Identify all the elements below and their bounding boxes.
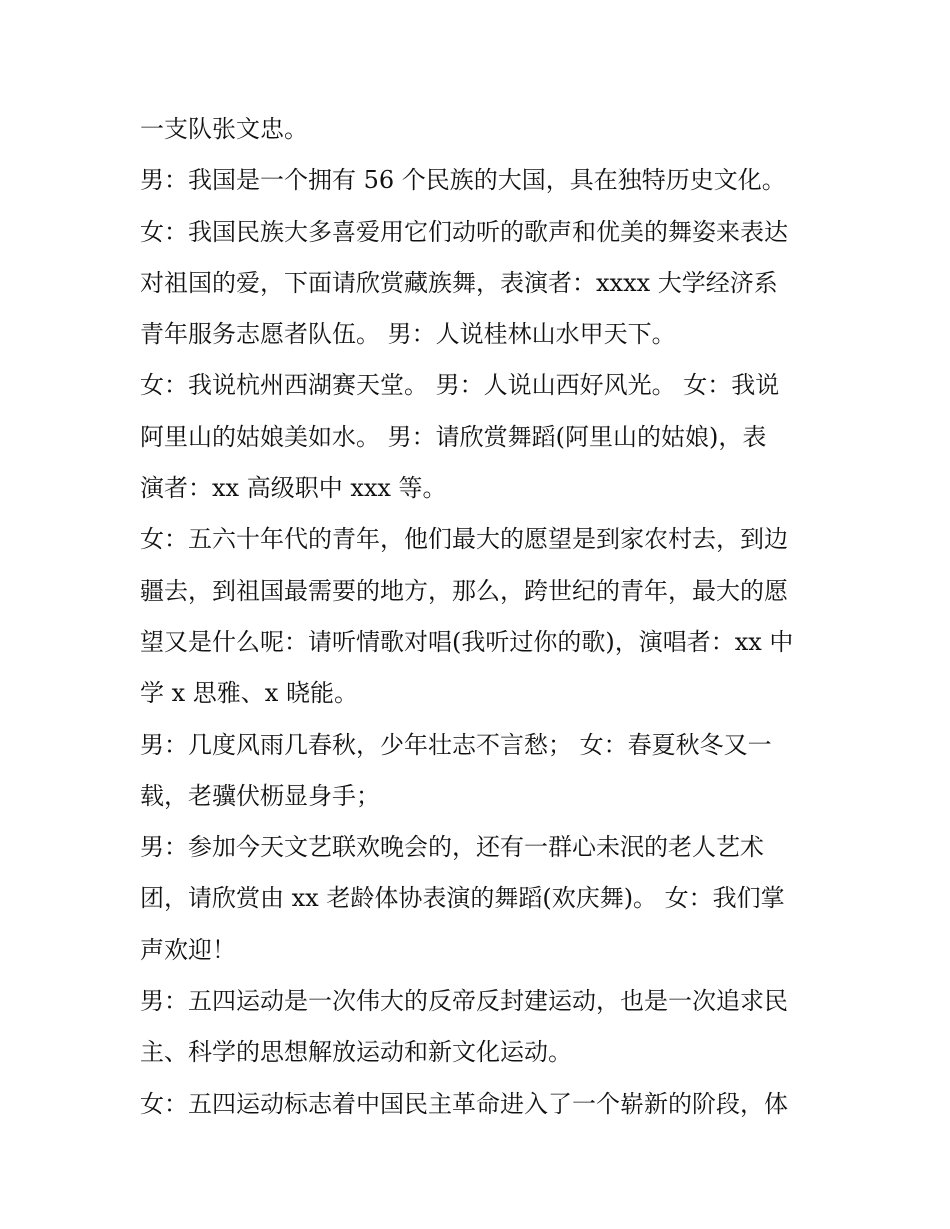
text-line: 阿里山的姑娘美如水。 男：请欣赏舞蹈(阿里山的姑娘)，表	[140, 422, 767, 451]
text-line: 男：五四运动是一次伟大的反帝反封建运动，也是一次追求民	[140, 987, 788, 1016]
text-line: 载，老骥伏枥显身手；	[140, 781, 380, 810]
text-line: 青年服务志愿者队伍。 男：人说桂林山水甲天下。	[140, 320, 676, 349]
text-line: 声欢迎！	[140, 935, 236, 964]
text-line: 望又是什么呢：请听情歌对唱(我听过你的歌)，演唱者：xx 中	[140, 627, 794, 656]
document-body	[140, 104, 820, 1130]
text-line: 女：五六十年代的青年，他们最大的愿望是到家农村去，到边	[140, 525, 788, 554]
text-line: 对祖国的爱，下面请欣赏藏族舞，表演者：xxxx 大学经济系	[140, 268, 778, 297]
text-line: 男：我国是一个拥有 56 个民族的大国，具在独特历史文化。	[140, 166, 786, 195]
text-line: 疆去，到祖国最需要的地方，那么，跨世纪的青年，最大的愿	[140, 576, 788, 605]
text-line: 女：我国民族大多喜爱用它们动听的歌声和优美的舞姿来表达	[140, 217, 788, 246]
text-line: 主、科学的思想解放运动和新文化运动。	[140, 1038, 572, 1067]
text-line: 女：我说杭州西湖赛天堂。 男：人说山西好风光。 女：我说	[140, 371, 780, 400]
text-line: 学 x 思雅、x 晓能。	[140, 679, 358, 708]
text-line: 演者：xx 高级职中 xxx 等。	[140, 474, 447, 503]
text-line: 团，请欣赏由 xx 老龄体协表演的舞蹈(欢庆舞)。 女：我们掌	[140, 884, 785, 913]
text-line: 一支队张文忠。	[140, 115, 308, 143]
text-line: 男：几度风雨几春秋，少年壮志不言愁； 女：春夏秋冬又一	[140, 730, 772, 759]
text-line: 男：参加今天文艺联欢晚会的，还有一群心未泯的老人艺术	[140, 833, 764, 862]
text-line: 女：五四运动标志着中国民主革命进入了一个崭新的阶段，体	[140, 1089, 788, 1118]
